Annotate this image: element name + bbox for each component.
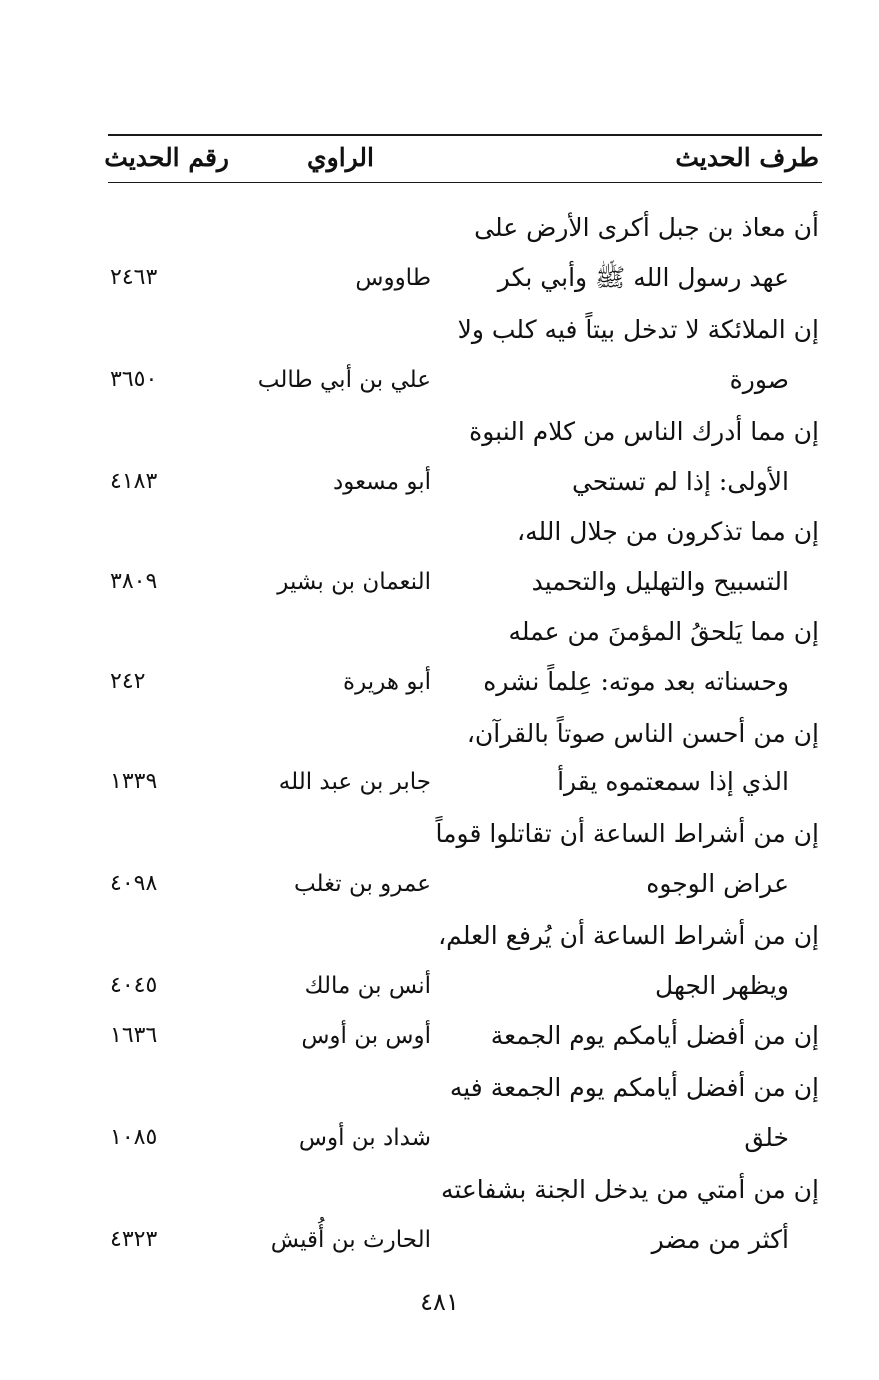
entry-text-line1: إن من أفضل أيامكم يوم الجمعة فيه: [449, 1073, 819, 1102]
entry-text-line2: عراض الوجوه: [646, 869, 789, 898]
entry-narrator: أوس بن أوس: [301, 1023, 431, 1049]
entry-number: ٤٠٩٨: [110, 871, 158, 896]
entry-number: ٤٠٤٥: [110, 973, 158, 998]
entry-text-line1: أن معاذ بن جبل أكرى الأرض على: [474, 213, 819, 242]
entry-text-line1: إن مما أدرك الناس من كلام النبوة: [469, 417, 819, 446]
entry-narrator: أبو مسعود: [332, 469, 431, 495]
entry-narrator: أنس بن مالك: [304, 973, 431, 999]
entry-number: ٤١٨٣: [110, 469, 158, 494]
entry-number: ٢٤٦٣: [110, 265, 158, 290]
entry-narrator: علي بن أبي طالب: [257, 367, 431, 393]
entry-text-line2: خلق: [744, 1123, 789, 1152]
entry-narrator: شداد بن أوس: [298, 1125, 431, 1151]
entry-narrator: جابر بن عبد الله: [278, 769, 431, 795]
entry-number: ١٣٣٩: [110, 769, 158, 794]
page-number: ٤٨١: [420, 1288, 459, 1316]
entry-text-line2: ويظهر الجهل: [655, 971, 789, 1000]
entry-number: ١٦٣٦: [110, 1023, 158, 1048]
entry-text-line2: التسبيح والتهليل والتحميد: [531, 567, 789, 596]
entry-narrator: أبو هريرة: [343, 669, 431, 695]
header-bottom-rule: [108, 182, 822, 183]
entry-text-line2: أكثر من مضر: [651, 1225, 789, 1254]
entry-narrator: الحارث بن أُقيش: [270, 1227, 431, 1253]
entry-number: ١٠٨٥: [110, 1125, 158, 1150]
entry-text-line1: إن الملائكة لا تدخل بيتاً فيه كلب ولا: [457, 315, 819, 344]
header-top-rule: [108, 134, 822, 136]
entry-text-line1: إن من أشراط الساعة أن تقاتلوا قوماً: [435, 819, 819, 848]
entry-number: ٣٨٠٩: [110, 569, 158, 594]
entry-text-line1: إن من أمتي من يدخل الجنة بشفاعته: [440, 1175, 819, 1204]
column-header-hadith-text: طرف الحديث: [675, 143, 819, 172]
entry-narrator: طاووس: [355, 265, 431, 291]
entry-text-line2: الأولى: إذا لم تستحي: [571, 467, 789, 496]
entry-text-line1: إن من أفضل أيامكم يوم الجمعة: [490, 1021, 819, 1050]
entry-number: ٤٣٢٣: [110, 1227, 158, 1252]
entry-text-line1: إن مما تذكرون من جلال الله،: [517, 517, 819, 546]
column-header-hadith-number: رقم الحديث: [104, 143, 229, 172]
entry-narrator: عمرو بن تغلب: [293, 871, 431, 897]
entry-text-line1: إن من أشراط الساعة أن يُرفع العلم،: [438, 921, 819, 950]
entry-text-line2: عهد رسول الله ﷺ وأبي بكر: [497, 263, 789, 292]
entry-text-line2: الذي إذا سمعتموه يقرأ: [557, 767, 789, 796]
entry-text-line2: صورة: [729, 365, 789, 394]
entry-number: ٢٤٢: [110, 669, 146, 694]
column-header-narrator: الراوي: [307, 143, 374, 172]
entry-text-line2: وحسناته بعد موته: عِلماً نشره: [483, 667, 789, 696]
entry-number: ٣٦٥٠: [110, 367, 158, 392]
entry-narrator: النعمان بن بشير: [277, 569, 431, 595]
entry-text-line1: إن من أحسن الناس صوتاً بالقرآن،: [466, 719, 819, 748]
entry-text-line1: إن مما يَلحقُ المؤمنَ من عمله: [508, 617, 819, 646]
